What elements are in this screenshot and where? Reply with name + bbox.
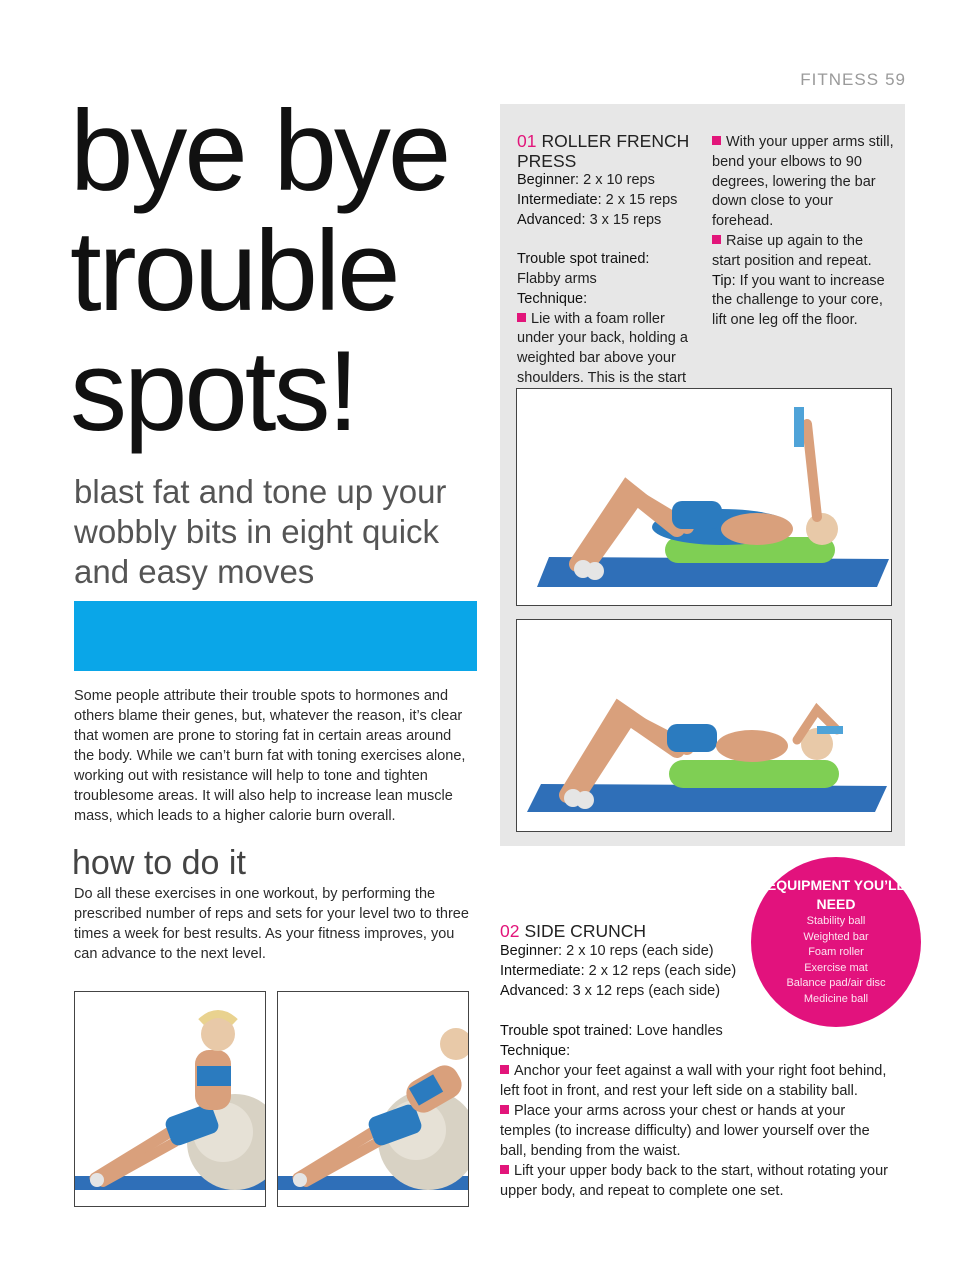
- equipment-item: Medicine ball: [803, 992, 869, 1005]
- level-row: Intermediate: 2 x 15 reps: [517, 191, 678, 208]
- technique-step: Lift your upper body back to the start, without rotating your upper body, and repeat to complete one set.: [500, 1162, 888, 1199]
- bullet-icon: [500, 1165, 509, 1174]
- technique-label: Technique:: [517, 290, 588, 307]
- equipment-badge: [751, 857, 921, 1027]
- trouble-spot-label: Trouble spot trained:: [517, 251, 650, 268]
- equipment-item: Weighted bar: [803, 930, 869, 943]
- level-row: Beginner: 2 x 10 reps: [517, 172, 655, 188]
- trouble-spot-value: Flabby arms: [517, 270, 597, 287]
- level-row: Intermediate: 2 x 12 reps (each side): [500, 963, 737, 979]
- equipment-item: Balance pad/air disc: [786, 977, 886, 989]
- exercise2-photo-start: [74, 991, 266, 1207]
- intro-paragraph: Some people attribute their trouble spots to hormones and others blame their genes, but, whatever the reason, it’s clear that women are prone to storing fat in certain areas around the body. While we can’t burn fat with toning exercises alone, working out with resistance will help to tone and tighten troublesome areas. It will also help to increase lean muscle mass, which leads to a higher calorie burn overall.: [74, 688, 466, 824]
- headline-line: bye bye: [70, 88, 449, 215]
- equipment-item: Stability ball: [806, 915, 866, 927]
- howto-heading: how to do it: [72, 844, 246, 882]
- trouble-spot: Trouble spot trained: Love handles: [500, 1022, 723, 1039]
- exercise1-title: 01 ROLLER FRENCH PRESS: [517, 131, 690, 171]
- equipment-list: [751, 914, 921, 1007]
- page-folio: [800, 70, 906, 90]
- bullet-icon: [712, 235, 721, 244]
- exercise2-photo-crunch: [277, 991, 469, 1207]
- level-row: Beginner: 2 x 10 reps (each side): [500, 943, 714, 959]
- level-row: Advanced: 3 x 12 reps (each side): [500, 983, 721, 999]
- bullet-icon: [712, 136, 721, 145]
- bullet-icon: [500, 1065, 509, 1074]
- equipment-title: EQUIPMENT YOU’LL NEED: [766, 877, 906, 912]
- technique-step: Anchor your feet against a wall with your right foot behind, left foot in front, and rest your left side on a stability ball.: [500, 1062, 887, 1099]
- exercise1-column-left: [517, 131, 697, 409]
- exercise1-photo-start: [516, 388, 892, 606]
- technique-label: Technique:: [500, 1042, 571, 1059]
- technique-step: Lie with a foam roller under your back, holding a weighted bar above your shoulders. This is the start: [517, 310, 688, 386]
- headline-line: trouble: [70, 208, 398, 335]
- exercise1-photo-bent: [516, 619, 892, 832]
- technique-step: Place your arms across your chest or hands at your temples (to increase difficulty) and lower yourself over the ball, bending from the waist.: [500, 1102, 870, 1159]
- subheadline: blast fat and tone up your wobbly bits in eight quick and easy moves: [74, 473, 447, 590]
- equipment-item: Exercise mat: [804, 961, 868, 974]
- bullet-icon: [517, 313, 526, 322]
- section-label: FITNESS: [800, 70, 880, 89]
- blue-accent-bar: [74, 601, 477, 671]
- page-headline: [70, 88, 490, 455]
- exercise1-column-right: [712, 133, 894, 331]
- exercise2-number: 02: [500, 921, 520, 941]
- tip: Tip: If you want to increase the challenge to your core, lift one leg off the floor.: [712, 272, 885, 329]
- exercise1-number: 01: [517, 131, 537, 151]
- page-number: 59: [885, 70, 906, 89]
- technique-step: With your upper arms still, bend your elbows to 90 degrees, lowering the bar down close to your forehead.: [712, 134, 894, 230]
- exercise2-title: 02 SIDE CRUNCH: [500, 921, 647, 941]
- howto-paragraph: Do all these exercises in one workout, by performing the prescribed number of reps and sets for your level two to three times a week for best results. As your fitness improves, you can advance to the next level.: [74, 886, 469, 962]
- technique-step: Raise up again to the start position and repeat.: [712, 232, 872, 269]
- equipment-item: Foam roller: [808, 946, 864, 958]
- level-row: Advanced: 3 x 15 reps: [517, 211, 662, 228]
- bullet-icon: [500, 1105, 509, 1114]
- headline-line: spots!: [70, 328, 357, 455]
